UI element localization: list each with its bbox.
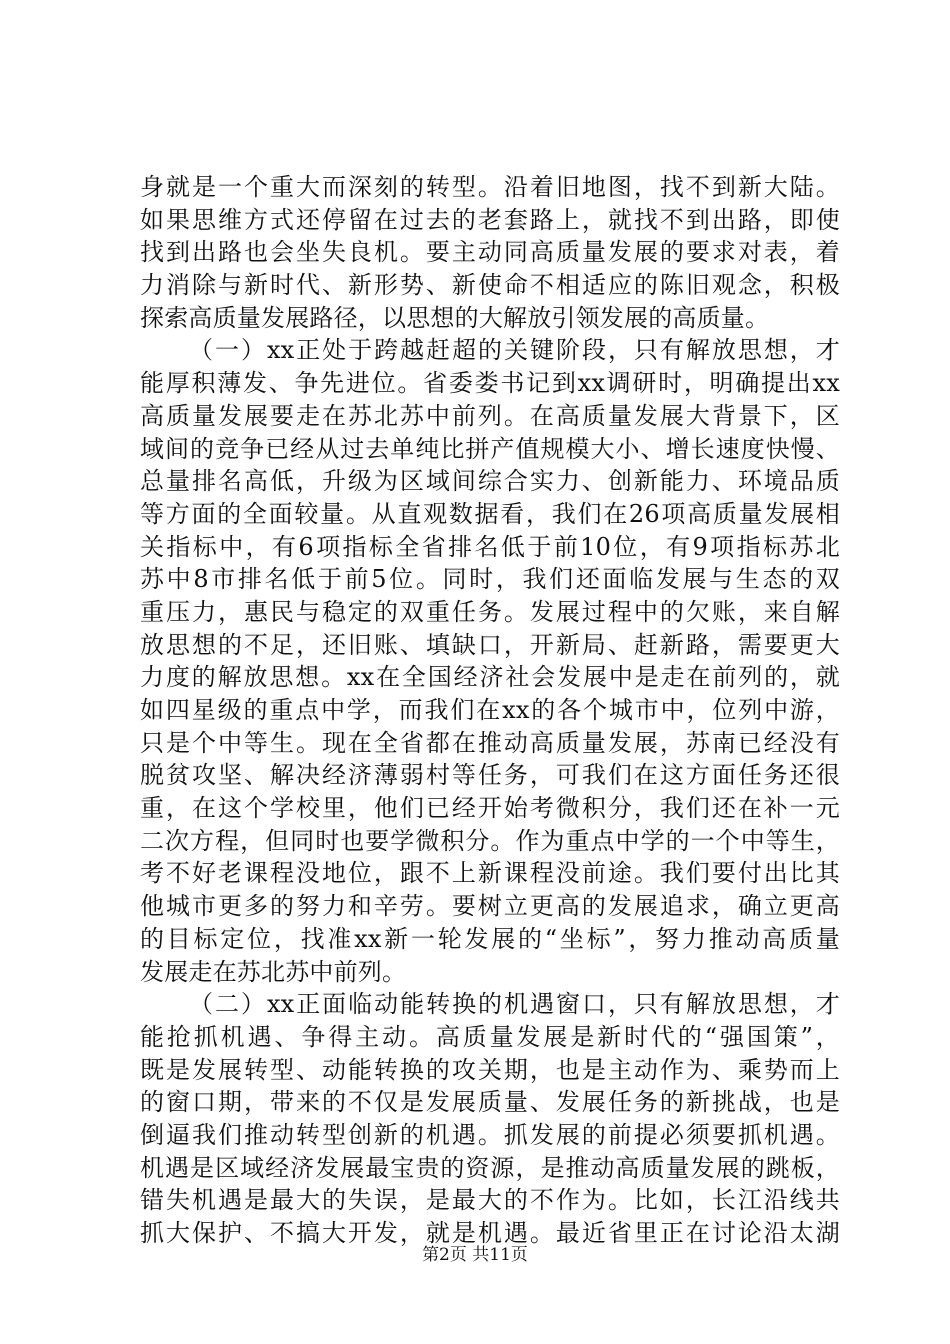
text-line: 抓大保护、不搞大开发，就是机遇。最近省里正在讨论沿太湖 (140, 1219, 840, 1247)
text-line: 的窗口期，带来的不仅是发展质量、发展任务的新挑战，也是 (140, 1088, 840, 1117)
page-footer: 第2页 共11页 (422, 1245, 528, 1265)
text-line: 他城市更多的努力和辛劳。要树立更高的发展追求，确立更高 (140, 892, 840, 921)
text-line: 关指标中，有6项指标全省排名低于前10位，有9项指标苏北 (140, 532, 840, 561)
text-line: 探索高质量发展路径，以思想的大解放引领发展的高质量。 (140, 303, 770, 332)
text-line: 的目标定位，找准xx新一轮发展的“坐标”，努力推动高质量 (140, 924, 840, 953)
document-body (140, 171, 840, 1250)
text-line: 重压力，惠民与稳定的双重任务。发展过程中的欠账，来自解 (140, 597, 840, 626)
text-line: 机遇是区域经济发展最宝贵的资源，是推动高质量发展的跳板， (140, 1153, 840, 1182)
text-line: 考不好老课程没地位，跟不上新课程没前途。我们要付出比其 (140, 859, 840, 888)
text-line: 错失机遇是最大的失误，是最大的不作为。比如，长江沿线共 (140, 1186, 840, 1215)
text-line: 力消除与新时代、新形势、新使命不相适应的陈旧观念，积极 (140, 271, 840, 300)
text-line: 能厚积薄发、争先进位。省委娄书记到xx调研时，明确提出xx (140, 369, 840, 398)
text-line: 苏中8市排名低于前5位。同时，我们还面临发展与生态的双 (140, 565, 840, 594)
text-line: 等方面的全面较量。从直观数据看，我们在26项高质量发展相 (140, 499, 840, 528)
text-line: 高质量发展要走在苏北苏中前列。在高质量发展大背景下，区 (140, 401, 840, 430)
text-line: 找到出路也会坐失良机。要主动同高质量发展的要求对表，着 (140, 238, 840, 267)
text-line: 如果思维方式还停留在过去的老套路上，就找不到出路，即使 (140, 205, 840, 234)
text-line: 脱贫攻坚、解决经济薄弱村等任务，可我们在这方面任务还很 (140, 761, 840, 790)
text-line: 只是个中等生。现在全省都在推动高质量发展，苏南已经没有 (140, 728, 840, 757)
text-line: 如四星级的重点中学，而我们在xx的各个城市中，位列中游， (140, 696, 840, 724)
text-line: 总量排名高低，升级为区域间综合实力、创新能力、环境品质 (140, 467, 840, 496)
text-line: 身就是一个重大而深刻的转型。沿着旧地图，找不到新大陆。 (140, 173, 840, 201)
text-line: 重，在这个学校里，他们已经开始考微积分，我们还在补一元 (140, 794, 840, 823)
text-line: 二次方程，但同时也要学微积分。作为重点中学的一个中等生， (140, 826, 840, 855)
text-line: 倒逼我们推动转型创新的机遇。抓发展的前提必须要抓机遇。 (140, 1120, 840, 1149)
text-line: 力度的解放思想。xx在全国经济社会发展中是走在前列的，就 (140, 663, 840, 692)
text-line: 既是发展转型、动能转换的攻关期，也是主动作为、乘势而上 (140, 1055, 840, 1084)
text-line: 域间的竞争已经从过去单纯比拼产值规模大小、增长速度快慢、 (140, 434, 840, 463)
text-line: （一）xx正处于跨越赶超的关键阶段，只有解放思想，才 (189, 336, 840, 365)
text-line: 能抢抓机遇、争得主动。高质量发展是新时代的“强国策”， (140, 1022, 840, 1051)
text-line: （二）xx正面临动能转换的机遇窗口，只有解放思想，才 (189, 990, 840, 1019)
text-line: 放思想的不足，还旧账、填缺口，开新局、赶新路，需要更大 (140, 630, 840, 659)
text-line: 发展走在苏北苏中前列。 (140, 957, 407, 986)
